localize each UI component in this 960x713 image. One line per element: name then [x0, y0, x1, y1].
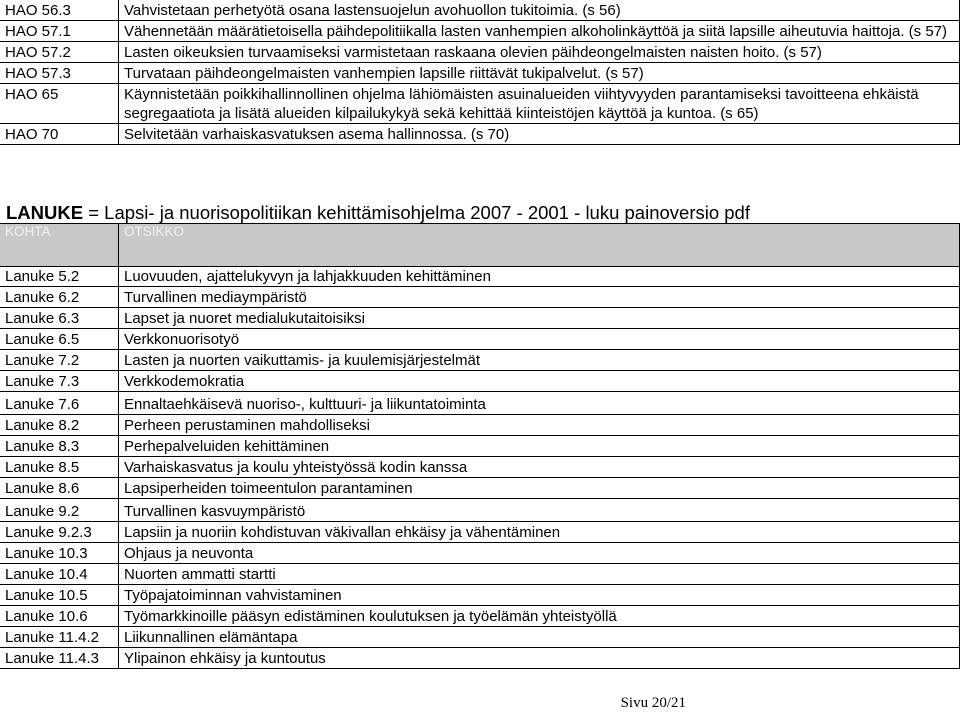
- row-text: Perheen perustaminen mahdolliseksi: [119, 415, 960, 436]
- row-code: Lanuke 10.4: [0, 564, 119, 585]
- row-code: HAO 65: [0, 84, 119, 124]
- row-code: Lanuke 10.5: [0, 585, 119, 606]
- row-code: Lanuke 9.2.3: [0, 522, 119, 543]
- row-code: Lanuke 10.3: [0, 543, 119, 564]
- table-row: [0, 543, 960, 564]
- table-row: [0, 63, 960, 84]
- table-row: [0, 522, 960, 543]
- row-text: Vahvistetaan perhetyötä osana lastensuojelun avohuollon tukitoimia. (s 56): [119, 0, 960, 21]
- row-code: HAO 57.3: [0, 63, 119, 84]
- row-text: Ohjaus ja neuvonta: [119, 543, 960, 564]
- table-row: [0, 0, 960, 21]
- row-text: Ennaltaehkäisevä nuoriso-, kulttuuri- ja liikuntatoiminta: [119, 392, 960, 415]
- section-abbreviation: LANUKE: [6, 202, 84, 223]
- table-row: [0, 308, 960, 329]
- row-text: Lapset ja nuoret medialukutaitoisiksi: [119, 308, 960, 329]
- hao-table: [0, 0, 960, 145]
- table-header: [0, 223, 960, 267]
- row-text: Liikunnallinen elämäntapa: [119, 627, 960, 648]
- row-code: Lanuke 5.2: [0, 266, 119, 287]
- table-row: [0, 329, 960, 350]
- table-row: [0, 371, 960, 392]
- table-row: [0, 436, 960, 457]
- row-text: Lapsiperheiden toimeentulon parantaminen: [119, 478, 960, 499]
- row-code: Lanuke 6.2: [0, 287, 119, 308]
- row-code: Lanuke 8.3: [0, 436, 119, 457]
- row-code: Lanuke 7.2: [0, 350, 119, 371]
- header-kohta: KOHTA: [0, 224, 119, 266]
- table-row: [0, 648, 960, 669]
- page-number: Sivu 20/21: [620, 695, 686, 711]
- row-text: Verkkonuorisotyö: [119, 329, 960, 350]
- table-row: [0, 457, 960, 478]
- row-code: Lanuke 7.3: [0, 371, 119, 392]
- row-code: Lanuke 9.2: [0, 499, 119, 522]
- row-text: Selvitetään varhaiskasvatuksen asema hallinnossa. (s 70): [119, 124, 960, 145]
- row-code: HAO 57.2: [0, 42, 119, 63]
- section-title: = Lapsi- ja nuorisopolitiikan kehittämisohjelma 2007 - 2001 - luku painoversio pdf: [83, 202, 750, 223]
- section-heading: [6, 202, 750, 224]
- header-otsikko: OTSIKKO: [119, 224, 960, 266]
- row-code: Lanuke 6.5: [0, 329, 119, 350]
- row-code: Lanuke 10.6: [0, 606, 119, 627]
- row-code: Lanuke 7.6: [0, 392, 119, 415]
- row-text: Nuorten ammatti startti: [119, 564, 960, 585]
- row-text: Käynnistetään poikkihallinnollinen ohjelma lähiömäisten asuinalueiden viihtyvyyden parantamiseksi tavoitteena ehkäistä segregaatiota ja lisätä alueiden kilpailukykyä sekä kehittää kiinteistöjen käyttöä ja kuntoa. (s 65): [119, 84, 960, 124]
- row-code: HAO 57.1: [0, 21, 119, 42]
- row-code: Lanuke 11.4.3: [0, 648, 119, 669]
- row-text: Luovuuden, ajattelukyvyn ja lahjakkuuden kehittäminen: [119, 266, 960, 287]
- row-code: Lanuke 8.2: [0, 415, 119, 436]
- table-row: [0, 124, 960, 145]
- table-row: [0, 266, 960, 287]
- table-row: [0, 84, 960, 124]
- lanuke-table: [0, 266, 960, 669]
- table-row: [0, 21, 960, 42]
- table-row: [0, 564, 960, 585]
- row-text: Turvallinen mediaympäristö: [119, 287, 960, 308]
- row-text: Verkkodemokratia: [119, 371, 960, 392]
- row-text: Perhepalveluiden kehittäminen: [119, 436, 960, 457]
- table-row: [0, 350, 960, 371]
- table-row: [0, 627, 960, 648]
- row-text: Työpajatoiminnan vahvistaminen: [119, 585, 960, 606]
- table-row: [0, 478, 960, 499]
- table-row: [0, 42, 960, 63]
- row-text: Ylipainon ehkäisy ja kuntoutus: [119, 648, 960, 669]
- table-row: [0, 415, 960, 436]
- row-text: Työmarkkinoille pääsyn edistäminen koulutuksen ja työelämän yhteistyöllä: [119, 606, 960, 627]
- row-code: Lanuke 11.4.2: [0, 627, 119, 648]
- row-text: Turvataan päihdeongelmaisten vanhempien lapsille riittävät tukipalvelut. (s 57): [119, 63, 960, 84]
- row-code: Lanuke 8.5: [0, 457, 119, 478]
- row-code: HAO 56.3: [0, 0, 119, 21]
- row-code: Lanuke 8.6: [0, 478, 119, 499]
- row-text: Lapsiin ja nuoriin kohdistuvan väkivallan ehkäisy ja vähentäminen: [119, 522, 960, 543]
- row-text: Lasten ja nuorten vaikuttamis- ja kuulemisjärjestelmät: [119, 350, 960, 371]
- row-text: Turvallinen kasvuympäristö: [119, 499, 960, 522]
- table-row: [0, 499, 960, 522]
- table-row: [0, 392, 960, 415]
- row-text: Lasten oikeuksien turvaamiseksi varmistetaan raskaana olevien päihdeongelmaisten naisten hoito. (s 57): [119, 42, 960, 63]
- table-row: [0, 585, 960, 606]
- row-text: Vähennetään määrätietoisella päihdepolitiikalla lasten vanhempien alkoholinkäyttöä ja siitä lapsille aiheutuvia haittoja. (s 57): [119, 21, 960, 42]
- row-code: HAO 70: [0, 124, 119, 145]
- row-text: Varhaiskasvatus ja koulu yhteistyössä kodin kanssa: [119, 457, 960, 478]
- row-code: Lanuke 6.3: [0, 308, 119, 329]
- table-row: [0, 606, 960, 627]
- table-row: [0, 287, 960, 308]
